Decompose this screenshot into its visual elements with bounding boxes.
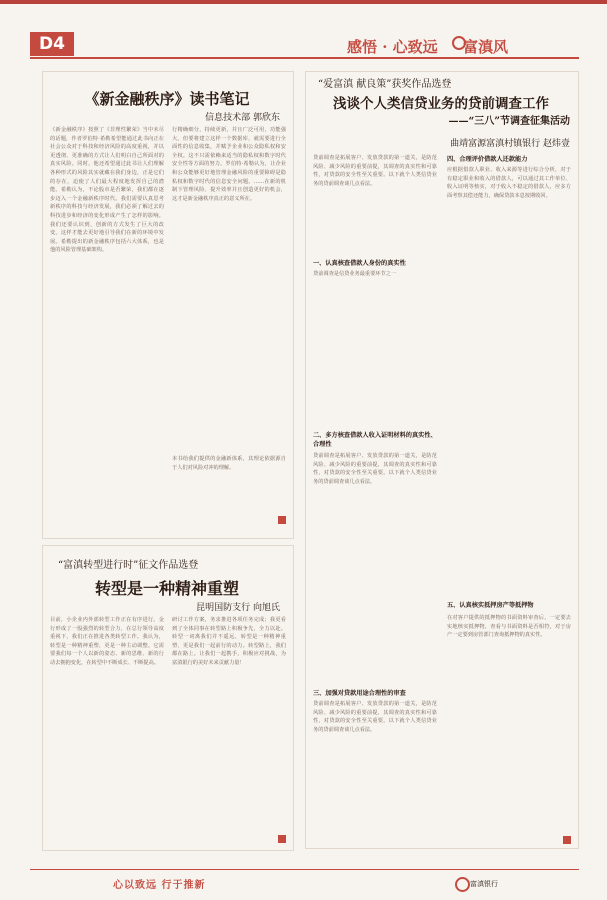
section-heading: 二、多方核查借款人收入证明材料的真实性、合理性 [313, 432, 437, 448]
article-body-col1: 目前，小企业内外部转型工作正在有序进行。金行形成了一股强烈的转型合力，在总行领导高度重视下，我们正在推进各类转型工作。我认为，转型是一种精神重塑，更是一种主动调整。它需要我们每一个人以新的姿态、新的思维、新的行动去拥抱变化，在转型中不断成长、不断提高。 [50, 617, 164, 666]
article-title: 《新金融秩序》读书笔记 [84, 90, 250, 108]
section-heading: 一、认真核查借款人身份的真实性 [313, 260, 406, 267]
article-body-intro: 贷前调查是拓展客户、发放贷款的第一道关，是防范风险、减少风险的重要前提，其调查的真实性和可靠性，对贷款的安全性至关重要。以下就个人类信贷业务的贷前调查谈几点看法。 [313, 155, 437, 187]
section-body: 贷前调查是拓展客户、发放贷款的第一道关，是防范风险、减少风险的重要前提，其调查的真实性和可靠性，对贷款的安全性至关重要。以下就个人类信贷业务的贷前调查谈几点看法。 [313, 453, 437, 485]
article-title: 浅谈个人类信贷业务的贷前调查工作 [333, 96, 549, 112]
footer-bank-name: 富滇银行 [470, 880, 498, 888]
top-accent-bar [0, 0, 607, 4]
footer-slogan: 心以致远 行于推新 [113, 880, 206, 891]
column-brand: 富滇风 [463, 38, 509, 56]
header-rule [30, 57, 579, 59]
page-number: D4 [30, 32, 74, 56]
bank-logo-icon [455, 877, 470, 892]
column-subtitle: 感悟 · 心致远 [347, 38, 438, 56]
article-title: 转型是一种精神重塑 [94, 579, 239, 598]
footer-rule [30, 869, 579, 870]
article-kicker: “爱富滇 献良策”获奖作品选登 [318, 79, 452, 90]
section-heading: 四、合理评价借款人还款能力 [447, 156, 528, 163]
article-author: 曲靖富源富滇村镇银行 赵炜壹 [450, 139, 570, 149]
section-body: 应根据借款人职业、收入来源等进行综合分析，对于有稳定职业和收入的借款人，可以通过其工作单位、收入证明等核实，对于收入不稳定的借款人，应多方面考察其偿还能力，确保贷款本息按期收回。 [447, 167, 571, 199]
section-heading: 五、认真核实抵押房产等抵押物 [447, 602, 534, 609]
end-mark-icon [563, 836, 571, 844]
article-body-col2: 行精确细分，持续更新，并且广泛可用，功能强大。但要将建立这样一个数据库，就需要进行全面性的信息收集，并赋予企业和公众隐私权和安全权。这不只需依赖来适当的隐私权和数字时代安全性等方面的努力。罗伯特·希勒认为，让企业和公众能够更好地管理金融风险的重要障碍是隐私权和数字时代的信息安全问题。……在新的机制下管理风险、提升效率并且创造更好的机会，这才是新金融秩序真正的意义所在。 [172, 127, 286, 202]
article-body-col2: 研讨工作方案，务求推进各项任务完成；我更看到了全体同事在转型路上积极争先，全力以赴。转型一词离我们并不遥远，转型是一种精神重塑，更是我们一起前行的动力。转型路上，我们都在路上。让我们一起携手，积极应对挑战，为富滇银行的美好未来贡献力量！ [172, 617, 286, 666]
section-body: 贷前调查是信贷业务最重要环节之一 [313, 271, 397, 277]
end-mark-icon [278, 516, 286, 524]
article-author: 昆明国防支行 向旭氏 [196, 603, 280, 613]
end-mark-icon [278, 835, 286, 843]
article-author: 信息技术部 郭欣东 [205, 113, 280, 123]
article-kicker: “富滇转型进行时”征文作品选登 [58, 560, 199, 571]
article-body-col3: 本书给我们提供的金融新体系，其理论依据源自于人们对风险对冲的理解。 [172, 456, 286, 471]
section-heading: 三、加强对贷款用途合理性的审查 [313, 690, 406, 697]
article-body-col1: 《新金融秩序》按照了《非理性繁荣》当中未尽的话题，作者罗伯特·希勒希望能通过此书向正在社会公众对于科技和经济风险的高度重视，并以更透彻、更准确的方式让人们明白自己所面对的真实风险。同时，他还希望通过此书让人们理解各种形式的风险其实就藏在我们身边，正是它们的存在，迫使了人们最大程度地发挥自己的潜能。希勒认为，不论股市是否繁荣，我们都在逐步迈入一个金融新秩序时代。我们需要认真思考新秩序的科技与经济发展，我们必须了解过去的科技进步和经济的变化形成产生了怎样的影响。我们还要认识到，创新的方式发生了巨大的改变。这样才能去更好地引导我们在新的环境中发展。希勒提出的新金融秩序包括六大体系，也是他的风险管理基础架构。 [50, 127, 164, 254]
article-subtitle: ——“三八”节调查征集活动 [448, 116, 570, 127]
section-body: 在对客户提供的抵押物的书面资料审查后，一定要去实地核实抵押物，查看与书面资料是否相符，对于房产一定要到房管部门查询抵押物的真实性。 [447, 615, 571, 639]
section-body: 贷前调查是拓展客户、发放贷款的第一道关，是防范风险、减少风险的重要前提，其调查的真实性和可靠性，对贷款的安全性至关重要。以下就个人类信贷业务的贷前调查谈几点看法。 [313, 701, 437, 733]
